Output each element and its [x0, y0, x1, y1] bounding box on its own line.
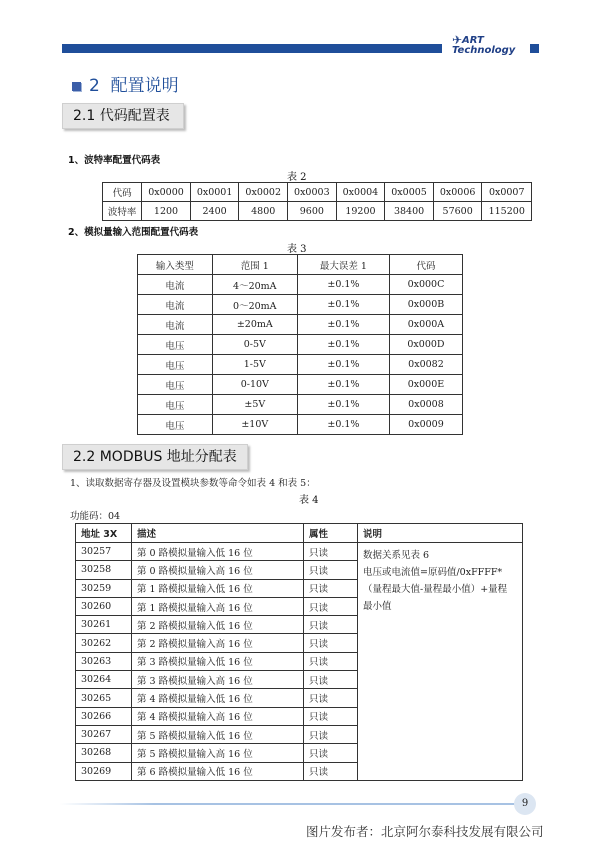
page-number: 9	[514, 793, 536, 815]
table-cell: 第 5 路模拟量输入高 16 位	[132, 744, 304, 762]
table-cell: 30266	[76, 707, 132, 725]
table-row	[138, 315, 463, 335]
table-cell: 0x000D	[389, 335, 462, 355]
table-cell: ±0.1%	[297, 295, 389, 315]
table-cell: ±0.1%	[297, 395, 389, 415]
table-cell: 第 0 路模拟量输入低 16 位	[132, 543, 304, 561]
table-cell: ±0.1%	[297, 355, 389, 375]
table-cell: 0-10V	[212, 375, 297, 395]
section-heading: 2 配置说明	[72, 71, 179, 96]
table-cell: 0x0008	[389, 395, 462, 415]
table-cell: 第 4 路模拟量输入低 16 位	[132, 689, 304, 707]
table-cell: 1-5V	[212, 355, 297, 375]
bullet-square-icon	[72, 82, 81, 91]
table-cell: 电流	[138, 315, 213, 335]
table-cell: 0x0006	[433, 183, 482, 202]
column-header: 范围 1	[212, 255, 297, 275]
table-cell: 电压	[138, 415, 213, 435]
table-row	[138, 395, 463, 415]
note-line: 最小值	[363, 601, 392, 612]
table-cell: 2400	[190, 202, 239, 221]
footer-line	[60, 803, 530, 805]
table-cell: 第 3 路模拟量输入低 16 位	[132, 652, 304, 670]
table-cell: 30260	[76, 597, 132, 615]
table-cell: 0-5V	[212, 335, 297, 355]
table-row	[138, 355, 463, 375]
table-cell: ±0.1%	[297, 335, 389, 355]
subsection-2-1-title: 2.1 代码配置表	[62, 103, 184, 129]
subsection-2-2-title: 2.2 MODBUS 地址分配表	[62, 444, 248, 470]
table-cell: 只读	[304, 561, 358, 579]
table-cell: ±0.1%	[297, 315, 389, 335]
table-cell: 19200	[336, 202, 385, 221]
column-header: 最大误差 1	[297, 255, 389, 275]
table-cell: 第 3 路模拟量输入高 16 位	[132, 671, 304, 689]
table-cell: 电压	[138, 375, 213, 395]
table-cell: ±5V	[212, 395, 297, 415]
table-row	[138, 415, 463, 435]
table-cell: 第 2 路模拟量输入高 16 位	[132, 634, 304, 652]
modbus-intro: 1、读取数据寄存器及设置模块参数等命令如表 4 和表 5：	[70, 478, 316, 489]
table-cell: 0x0000	[142, 183, 191, 202]
table-cell: 30263	[76, 652, 132, 670]
table-cell: 0x000E	[389, 375, 462, 395]
table-cell: 只读	[304, 671, 358, 689]
table-cell: 只读	[304, 597, 358, 615]
table-row	[138, 375, 463, 395]
baud-rate-table	[102, 182, 532, 221]
table-cell: 30258	[76, 561, 132, 579]
note-line: （量程最大值-量程最小值）+量程	[363, 584, 508, 595]
table-cell: 电流	[138, 275, 213, 295]
table-cell: 只读	[304, 634, 358, 652]
table-cell: 1200	[142, 202, 191, 221]
header-bar-end	[530, 44, 539, 53]
column-header: 描述	[132, 524, 304, 543]
table-cell: 30264	[76, 671, 132, 689]
table-cell: 电压	[138, 335, 213, 355]
table-cell: 只读	[304, 579, 358, 597]
table-cell: ±0.1%	[297, 375, 389, 395]
table-cell: 30257	[76, 543, 132, 561]
table-row	[103, 183, 532, 202]
table-cell: 115200	[482, 202, 532, 221]
row-label: 代码	[103, 183, 142, 202]
table-cell: 9600	[288, 202, 337, 221]
table-cell: 0x0002	[239, 183, 288, 202]
logo-mark-icon: ✈	[452, 33, 463, 47]
table-cell: 第 2 路模拟量输入低 16 位	[132, 616, 304, 634]
table-cell: 0x0005	[385, 183, 434, 202]
table-cell: 30269	[76, 762, 132, 780]
table-cell: 0x000C	[389, 275, 462, 295]
table-cell: 只读	[304, 725, 358, 743]
table-cell: ±0.1%	[297, 275, 389, 295]
table-cell: 0x0003	[288, 183, 337, 202]
baud-table-heading: 1、波特率配置代码表	[68, 155, 161, 166]
table-cell: 38400	[385, 202, 434, 221]
table-cell: 30268	[76, 744, 132, 762]
table-cell: 4800	[239, 202, 288, 221]
table-cell: ±10V	[212, 415, 297, 435]
table-cell: 4～20mA	[212, 275, 297, 295]
column-header: 说明	[358, 524, 523, 543]
table-cell: 30262	[76, 634, 132, 652]
table-cell: 第 1 路模拟量输入高 16 位	[132, 597, 304, 615]
table-cell: 30265	[76, 689, 132, 707]
table-cell: 第 1 路模拟量输入低 16 位	[132, 579, 304, 597]
column-header: 输入类型	[138, 255, 213, 275]
table-cell: 0x000B	[389, 295, 462, 315]
column-header: 属性	[304, 524, 358, 543]
table-cell: 电压	[138, 355, 213, 375]
table-cell: 0x0007	[482, 183, 532, 202]
table-cell: 只读	[304, 689, 358, 707]
input-range-table	[137, 254, 463, 435]
table-cell: 0x000A	[389, 315, 462, 335]
table-cell: 57600	[433, 202, 482, 221]
table-cell: 只读	[304, 762, 358, 780]
table-cell: 电压	[138, 395, 213, 415]
table-row	[76, 543, 523, 561]
function-code: 功能码：04	[70, 511, 121, 522]
table-cell: 第 5 路模拟量输入低 16 位	[132, 725, 304, 743]
table-cell: 只读	[304, 543, 358, 561]
modbus-address-table	[75, 523, 523, 781]
description-note	[358, 543, 523, 781]
table2-caption: 表 2	[287, 172, 307, 183]
table-cell: 0x0001	[190, 183, 239, 202]
table-row	[138, 295, 463, 315]
table-cell: 30259	[76, 579, 132, 597]
table3-caption: 表 3	[287, 244, 307, 255]
range-table-heading: 2、模拟量输入范围配置代码表	[68, 227, 199, 238]
company-logo: ✈ ART Technology	[452, 33, 516, 56]
table-cell: 0x0082	[389, 355, 462, 375]
table-cell: 第 0 路模拟量输入高 16 位	[132, 561, 304, 579]
table-cell: 电流	[138, 295, 213, 315]
table-cell: 0x0009	[389, 415, 462, 435]
table-cell: 只读	[304, 616, 358, 634]
note-line: 数据关系见表 6	[363, 550, 430, 561]
table-cell: 30261	[76, 616, 132, 634]
table-cell: ±0.1%	[297, 415, 389, 435]
table4-caption: 表 4	[299, 495, 319, 506]
table-row	[138, 275, 463, 295]
publisher-credit: 图片发布者：北京阿尔泰科技发展有限公司	[306, 824, 544, 839]
table-cell: ±20mA	[212, 315, 297, 335]
note-line: 电压或电流值=原码值/0xFFFF*	[363, 567, 503, 578]
column-header: 地址 3X	[76, 524, 132, 543]
table-cell: 第 4 路模拟量输入高 16 位	[132, 707, 304, 725]
table-cell: 0～20mA	[212, 295, 297, 315]
table-cell: 只读	[304, 707, 358, 725]
table-cell: 只读	[304, 652, 358, 670]
table-cell: 0x0004	[336, 183, 385, 202]
table-cell: 只读	[304, 744, 358, 762]
row-label: 波特率	[103, 202, 142, 221]
header-bar	[62, 44, 442, 53]
table-cell: 30267	[76, 725, 132, 743]
table-cell: 第 6 路模拟量输入低 16 位	[132, 762, 304, 780]
table-row	[103, 202, 532, 221]
table-row	[138, 335, 463, 355]
column-header: 代码	[389, 255, 462, 275]
